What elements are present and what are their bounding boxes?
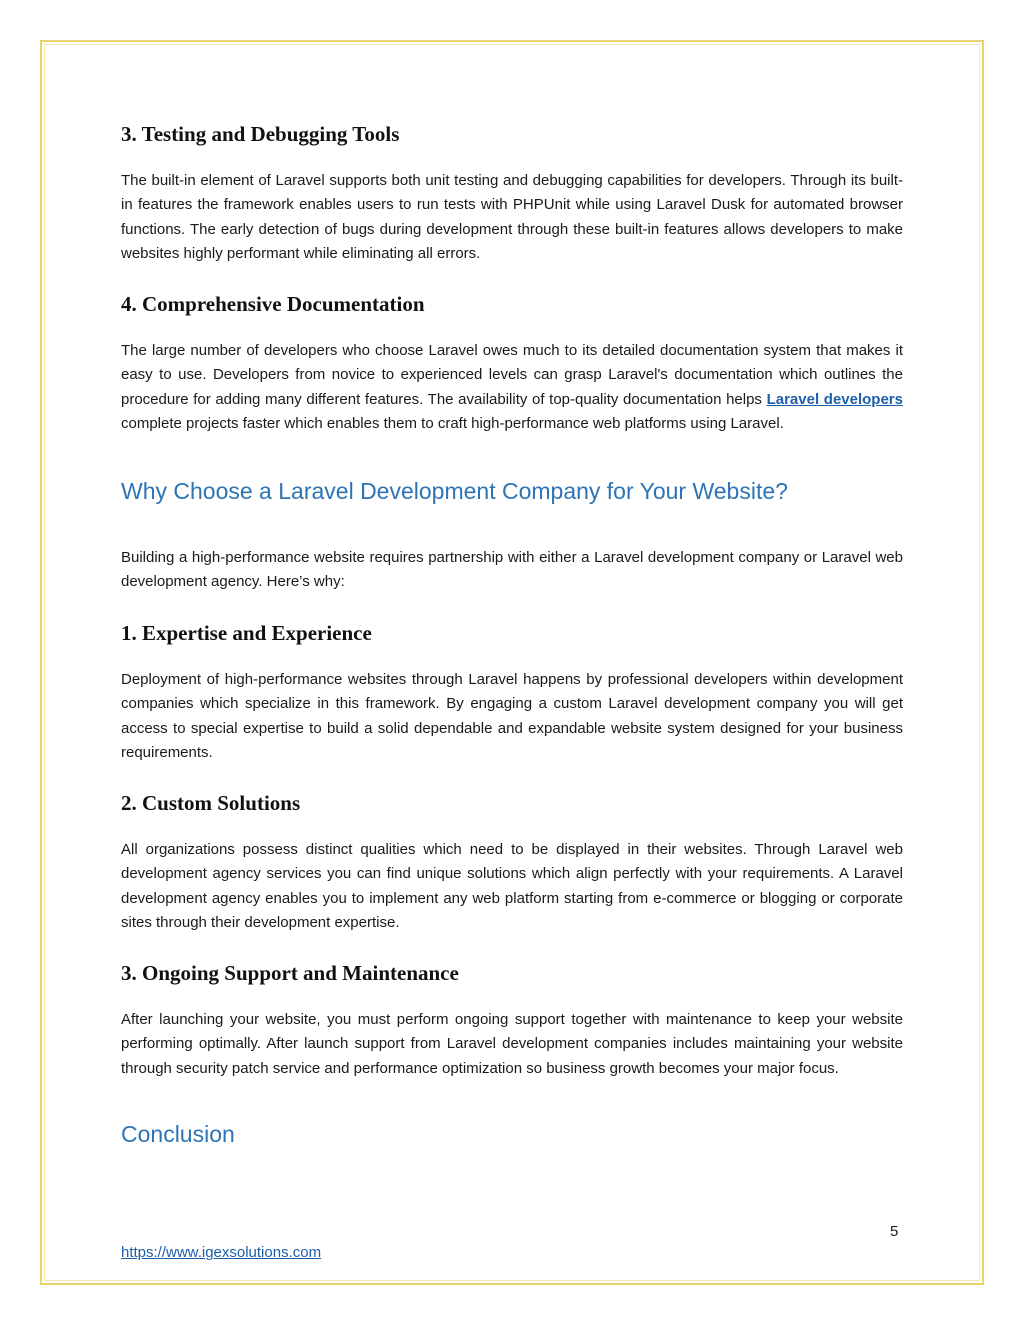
reason-heading-custom-solutions: 2. Custom Solutions	[121, 791, 301, 815]
reason-paragraph-custom-solutions: All organizations possess distinct qualities which need to be displayed in their websites. Through Laravel web development agency services you can find unique solutions which align perfectly with your requirements. A Laravel development agency enables you to implement any web platform starting from e-commerce or blogging or corporate sites through their development expertise.	[121, 841, 903, 931]
section-heading-documentation: 4. Comprehensive Documentation	[121, 292, 425, 316]
reason-paragraph-support: After launching your website, you must perform ongoing support together with maintenance to keep your website performing optimally. After launch support from Laravel development companies includes maintaining your website through security patch service and performance optimization so business growth becomes your major focus.	[121, 1011, 903, 1077]
paragraph-text-after-link: complete projects faster which enables them to craft high-performance web platforms using Laravel.	[121, 414, 784, 432]
laravel-developers-link[interactable]: Laravel developers	[766, 390, 903, 408]
paragraph-text-before-link: The large number of developers who choose Laravel owes much to its detailed documentation system that makes it easy to use. Developers from novice to experienced levels can grasp Laravel's documentation which outlines the procedure for adding many different features. The availability of top-quality documentation helps	[121, 342, 903, 408]
page-number: 5	[890, 1223, 899, 1240]
reason-heading-expertise: 1. Expertise and Experience	[121, 621, 372, 645]
reason-paragraph-expertise: Deployment of high-performance websites through Laravel happens by professional developers within development companies which specialize in this framework. By engaging a custom Laravel development company you will get access to special expertise to build a solid dependable and expandable website system designed for your business requirements.	[121, 671, 903, 761]
why-choose-intro: Building a high-performance website requires partnership with either a Laravel development company or Laravel web development agency. Here’s why:	[121, 549, 903, 591]
conclusion-heading: Conclusion	[121, 1121, 235, 1147]
why-choose-heading: Why Choose a Laravel Development Company for Your Website?	[121, 478, 788, 504]
section-heading-testing: 3. Testing and Debugging Tools	[121, 122, 400, 146]
footer-website-link[interactable]: https://www.igexsolutions.com	[121, 1244, 322, 1261]
section-paragraph-testing: The built-in element of Laravel supports both unit testing and debugging capabilities for developers. Through its built-in features the framework enables users to run tests with PHPUnit while using Laravel Dusk for automated browser functions. The early detection of bugs during development through these built-in features allows developers to make websites highly performant while eliminating all errors.	[121, 172, 903, 262]
section-paragraph-documentation	[121, 339, 903, 436]
reason-heading-support: 3. Ongoing Support and Maintenance	[121, 961, 459, 985]
